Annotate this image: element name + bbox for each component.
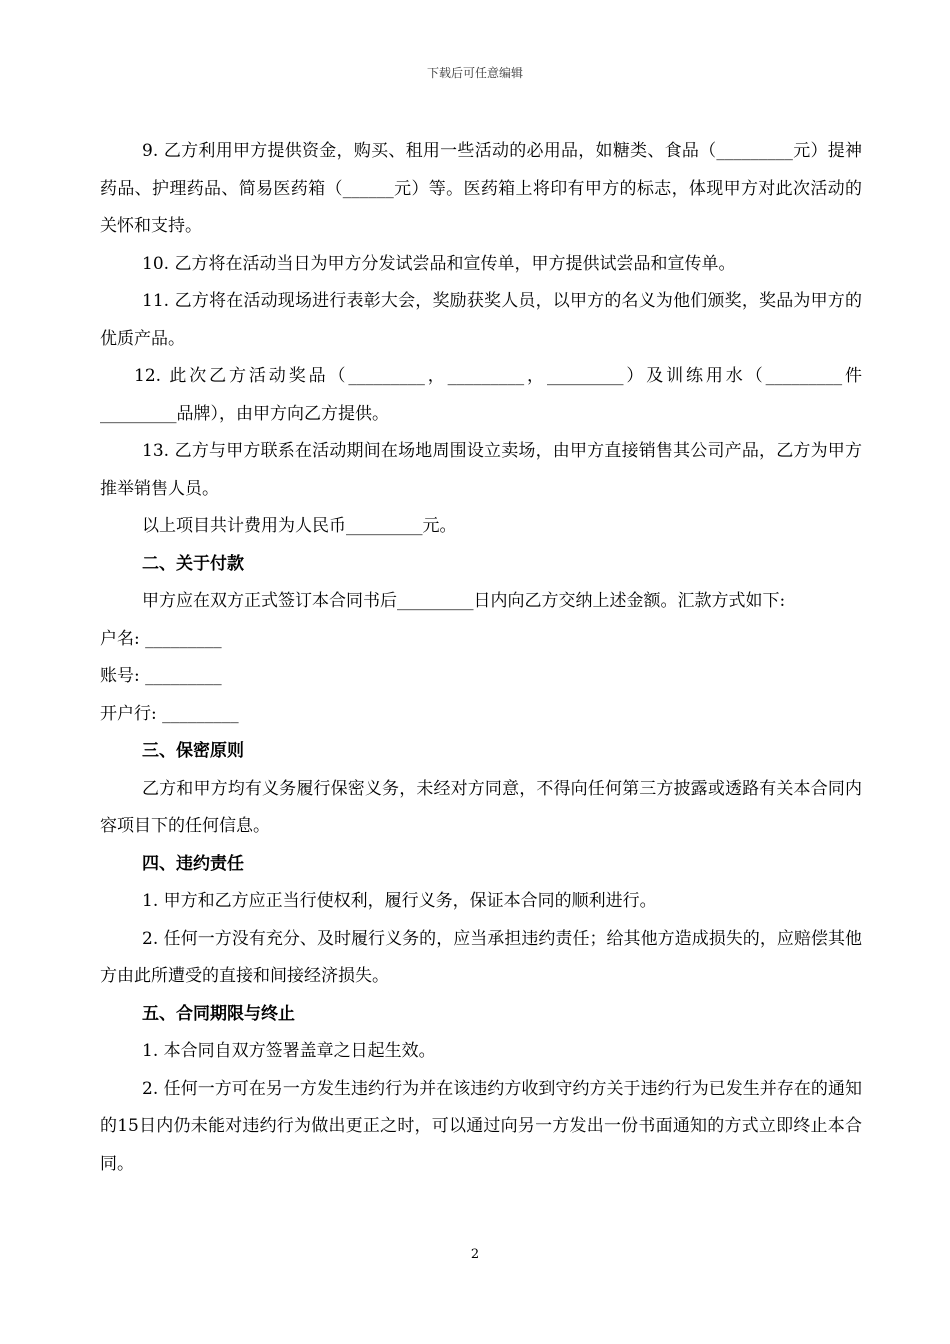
section-heading-breach: 四、违约责任 (142, 853, 244, 874)
clause-10: 10. 乙方将在活动当日为甲方分发试尝品和宣传单，甲方提供试尝品和宣传单。 (142, 253, 736, 274)
confidentiality-body: 乙方和甲方均有义务履行保密义务，未经对方同意，不得向任何第三方披露或透路有关本合同内容项目下的任何信息。 (100, 778, 862, 836)
term-item-1: 1. 本合同自双方签署盖章之日起生效。 (142, 1041, 436, 1061)
breach-item-2: 2. 任何一方没有充分、及时履行义务的，应当承担违约责任；给其他方造成损失的，应赔偿其他方由此所遭受的直接和间接经济损失。 (100, 928, 862, 986)
bank-name: 开户行: _________ (100, 703, 239, 724)
clause-9: 9. 乙方利用甲方提供资金，购买、租用一些活动的必用品，如糖类、食品（_________元）提神药品、护理药品、简易医药箱（______元）等。医药箱上将印有甲方的标志，体现甲方对此次活动的关怀和支持。 (100, 141, 862, 236)
account-number: 账号: _________ (100, 666, 222, 686)
clause-13: 13. 乙方与甲方联系在活动期间在场地周围设立卖场，由甲方直接销售其公司产品，乙方为甲方推举销售人员。 (100, 441, 862, 499)
clause-11: 11. 乙方将在活动现场进行表彰大会，奖励获奖人员，以甲方的名义为他们颁奖，奖品为甲方的优质产品。 (100, 291, 862, 349)
clause-12: 12. 此次乙方活动奖品（_________，_________，_________）及训练用水（_________件_________品牌），由甲方向乙方提供。 (100, 366, 862, 424)
payment-body: 甲方应在双方正式签订本合同书后_________日内向乙方交纳上述金额。汇款方式如下: (142, 591, 786, 611)
section-heading-term: 五、合同期限与终止 (142, 1003, 295, 1024)
total-cost: 以上项目共计费用为人民币_________元。 (142, 516, 457, 536)
page-header: 下载后可任意编辑 (426, 66, 523, 80)
breach-item-1: 1. 甲方和乙方应正当行使权利，履行义务，保证本合同的顺利进行。 (142, 891, 657, 911)
page-number: 2 (470, 1247, 480, 1262)
term-item-2: 2. 任何一方可在另一方发生违约行为并在该违约方收到守约方关于违约行为已发生并存在的通知的15日内仍未能对违约行为做出更正之时，可以通过向另一方发出一份书面通知的方式立即终止本合同。 (100, 1078, 862, 1174)
document-body (100, 133, 862, 1183)
section-heading-confidentiality: 三、保密原则 (142, 741, 244, 761)
account-name: 户名: _________ (100, 628, 222, 649)
section-heading-payment: 二、关于付款 (142, 553, 244, 574)
